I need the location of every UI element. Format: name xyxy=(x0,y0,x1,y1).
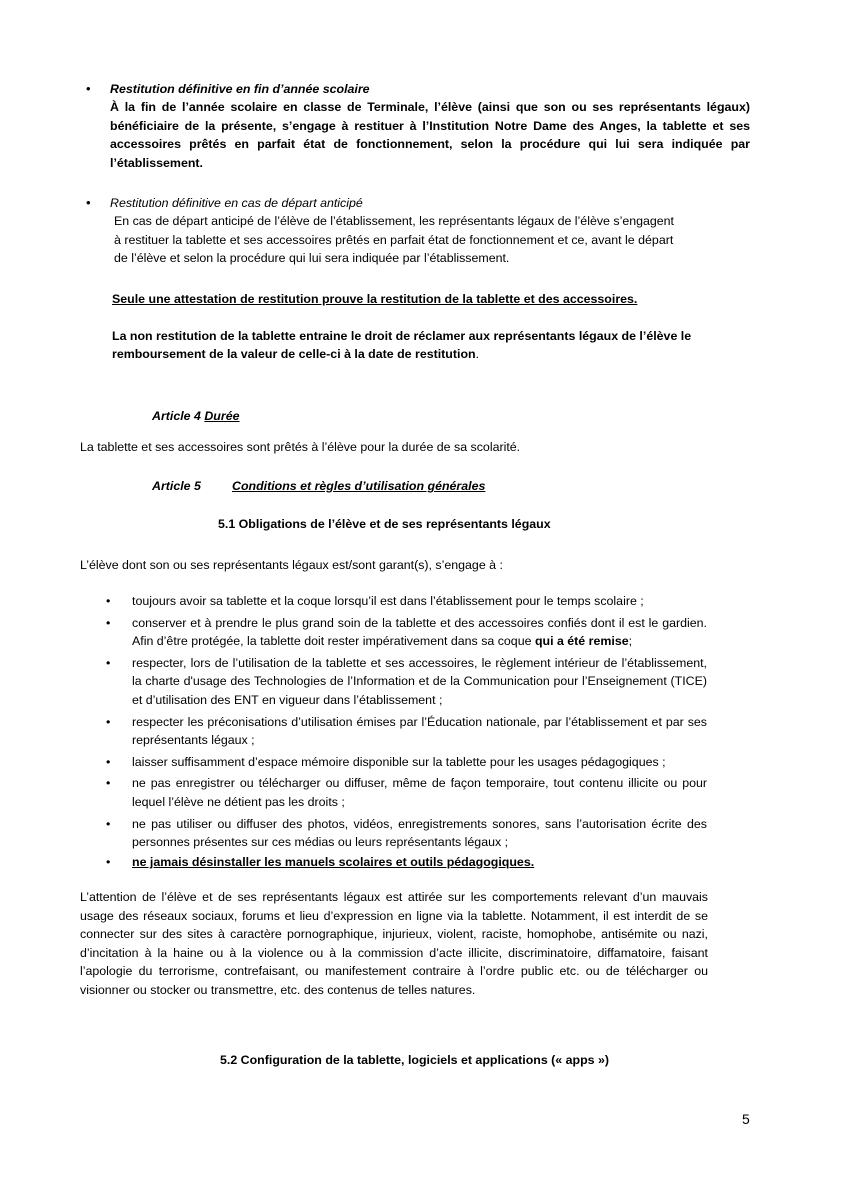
list-item: • conserver et à prendre le plus grand soin de la tablette et des accessoires confiés dont il est le gardien. Afin d’être protégée, la tablette doit rester impérativement dans sa coque qui a été remise; xyxy=(106,615,707,649)
list-item: • laisser suffisamment d’espace mémoire disponible sur la tablette pour les usages pédagogiques ; xyxy=(132,753,707,772)
list-item: • respecter les préconisations d’utilisation émises par l’Éducation nationale, par l’établissement et par ses représentants légaux ; xyxy=(106,714,707,748)
attestation-notice: Seule une attestation de restitution prouve la restitution de la tablette et des accessoires. xyxy=(112,292,638,306)
bullet-dot: • xyxy=(106,594,111,608)
bullet-dot: • xyxy=(86,81,91,96)
bullet-dot: • xyxy=(106,776,111,791)
list-item: • toujours avoir sa tablette et la coque lorsqu’il est dans l’établissement pour le temps scolaire ; xyxy=(132,592,707,611)
attention-paragraph: L’attention de l’élève et de ses représentants légaux est attirée sur les comportements relevant d’un mauvais usage des réseaux sociaux, forums et lieu d’expression en ligne via la tablette. Notamment, il est interdit de se connecter sur des sites à caractère pornographique, injurieux, violent, raciste, homophobe, antisémite ou nazi, d’incitation à la haine ou à la violence ou à la commission d’acte illicite, discriminatoire, diffamatoire, faisant l’apologie du terrorisme, contrefaisant, ou manifestement contraire à l’ordre public etc. ou de télécharger ou visionner ou stocker ou transmettre, etc. des contenus de telles natures. xyxy=(80,890,708,997)
bullet-dot: • xyxy=(106,615,111,630)
bullet-dot: • xyxy=(106,854,111,869)
article5-label: Article 5 xyxy=(152,479,201,493)
list-item: • respecter, lors de l’utilisation de la tablette et ses accessoires, le règlement intérieur de l’établissement, la charte d'usage des Technologies de l’Information et de la Communication pour l’Enseignement (TICE) et d’utilisation des ENT en vigueur dans l’établissement ; xyxy=(106,655,707,707)
list-item: • ne pas enregistrer ou télécharger ou diffuser, même de façon temporaire, tout contenu illicite ou pour lequel l’élève ne détient pas les droits ; xyxy=(106,776,707,809)
bullet-dot: • xyxy=(106,655,111,670)
section-line: de l’élève et selon la procédure qui lui sera indiquée par l’établissement. xyxy=(114,251,510,265)
non-restitution-bold: remboursement de la valeur de celle-ci à la date de restitution xyxy=(112,347,476,361)
article5-title: Conditions et règles d’utilisation générales xyxy=(232,479,486,493)
section-title-end-of-year: Restitution définitive en fin d’année scolaire xyxy=(110,82,370,96)
bullet-dot: • xyxy=(106,816,111,831)
list-item: • ne pas utiliser ou diffuser des photos, vidéos, enregistrements sonores, sans l’autorisation écrite des personnes présentes sur ces médias ou leurs représentants légaux ; xyxy=(106,816,707,850)
bullet-dot: • xyxy=(106,714,111,729)
subsection-5-2-title: 5.2 Configuration de la tablette, logiciels et applications (« apps ») xyxy=(220,1053,610,1067)
subsection-5-1-title: 5.1 Obligations de l’élève et de ses représentants légaux xyxy=(218,517,551,531)
article4-text: La tablette et ses accessoires sont prêtés à l’élève pour la durée de sa scolarité. xyxy=(80,440,521,454)
section-body-end-of-year: À la fin de l’année scolaire en classe de Terminale, l’élève (ainsi que son ou ses représentants légaux) bénéficiaire de la présente, s’engage à restituer à l’Institution Notre Dame des Anges, la tablette et ses accessoires prêtés en parfait état de fonctionnement, selon la procédure qui lui sera indiquée par l’établissement. xyxy=(110,100,750,170)
bullet-dot: • xyxy=(86,195,91,210)
non-restitution-end: . xyxy=(475,347,480,361)
article4-title: Durée xyxy=(204,409,240,423)
non-restitution-line1: La non restitution de la tablette entraine le droit de réclamer aux représentants légaux de l’élève le xyxy=(112,329,692,343)
obligations-intro: L’élève dont son ou ses représentants légaux est/sont garant(s), s’engage à : xyxy=(80,558,503,572)
bullet-dot: • xyxy=(106,754,111,769)
article4-label: Article 4 xyxy=(152,409,201,423)
article4-heading xyxy=(152,407,239,426)
section-line: En cas de départ anticipé de l’élève de l’établissement, les représentants légaux de l’élève s’engagent xyxy=(114,214,674,228)
list-item: • ne jamais désinstaller les manuels scolaires et outils pédagogiques. xyxy=(132,853,707,872)
page-number: 5 xyxy=(742,1111,750,1127)
section-title-early-departure: Restitution définitive en cas de départ anticipé xyxy=(110,196,363,210)
obligations-list xyxy=(106,592,707,871)
non-restitution-line2 xyxy=(112,345,752,364)
section-line: à restituer la tablette et ses accessoires prêtés en parfait état de fonctionnement et ce, avant le départ xyxy=(114,233,674,247)
